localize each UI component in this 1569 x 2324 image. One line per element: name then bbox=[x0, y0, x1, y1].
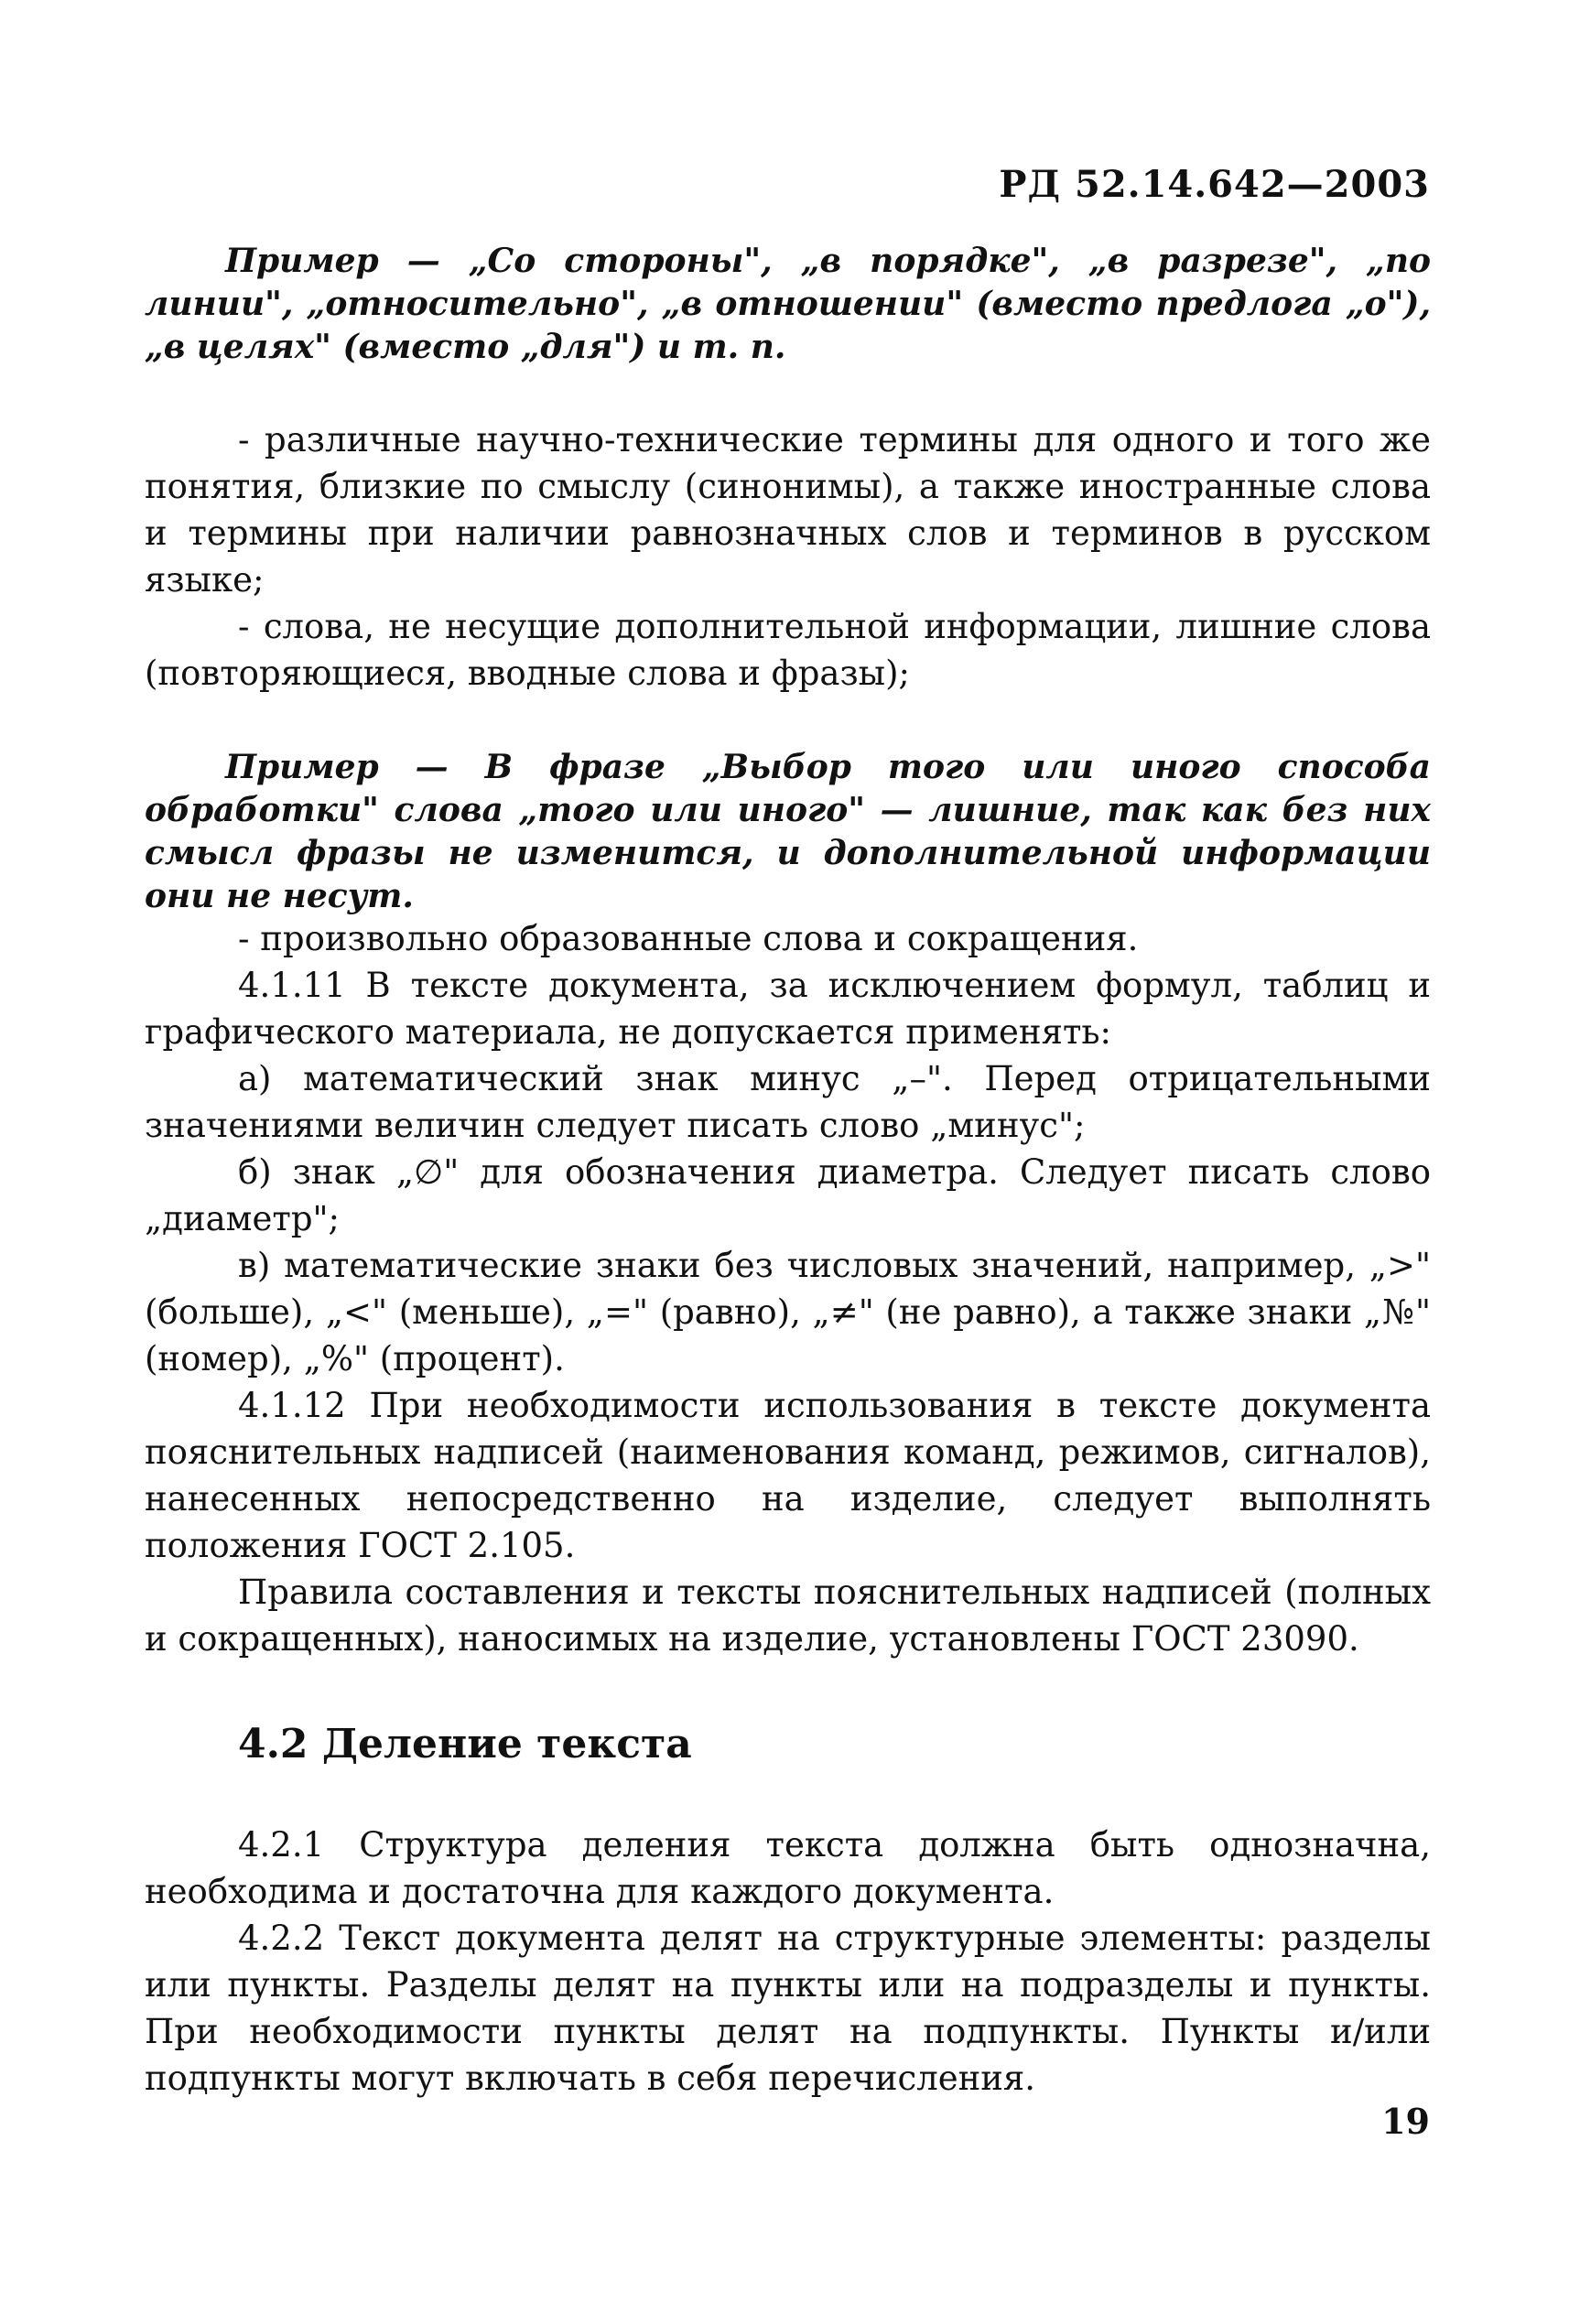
section-4-2-body bbox=[145, 1821, 1431, 2102]
list-item-a: а) математический знак минус „–". Перед отрицательными значениями величин следует писать слово „минус"; bbox=[145, 1059, 1431, 1145]
clause-4-2-2: 4.2.2 Текст документа делят на структурные элементы: разделы или пункты. Разделы делят на пункты или на подразделы и пункты. При необходимости пункты делят на подпункты. Пункты и/или подпункты могут включать в себя перечисления. bbox=[145, 1919, 1431, 2098]
list-item-c: в) математические знаки без числовых значений, например, „>" (больше), „<" (меньше), „=" (равно), „≠" (не равно), а также знаки „№" (номер), „%" (процент). bbox=[145, 1246, 1431, 1378]
clause-4-1-11-block bbox=[145, 915, 1431, 1662]
list-item-b: б) знак „∅" для обозначения диаметра. Следует писать слово „диаметр"; bbox=[145, 1152, 1431, 1238]
clause-4-1-11: 4.1.11 В тексте документа, за исключением формул, таблиц и графического материала, не допускается применять: bbox=[145, 966, 1431, 1052]
document-number: РД 52.14.642—2003 bbox=[999, 163, 1430, 206]
example-note: Пример — „Со стороны", „в порядке", „в разрезе", „по линии", „относительно", „в отношении" (вместо предлога „о"), „в целях" (вместо „для") и т. п. bbox=[145, 242, 1431, 366]
list-item: - произвольно образованные слова и сокращения. bbox=[238, 919, 1139, 958]
list-item: - слова, не несущие дополнительной информации, лишние слова (повторяющиеся, вводные слова и фразы); bbox=[145, 607, 1431, 693]
section-heading: 4.2 Деление текста bbox=[238, 1721, 692, 1767]
page-number: 19 bbox=[1381, 2101, 1430, 2142]
body-paragraph: Правила составления и тексты пояснительных надписей (полных и сокращенных), наносимых на изделие, установлены ГОСТ 23090. bbox=[145, 1573, 1431, 1659]
prohibited-list bbox=[145, 416, 1431, 697]
clause-4-1-12: 4.1.12 При необходимости использования в тексте документа пояснительных надписей (наименования команд, режимов, сигналов), нанесенных непосредственно на изделие, следует выполнять положения ГОСТ 2.105. bbox=[145, 1386, 1431, 1565]
list-item: - различные научно-технические термины для одного и того же понятия, близкие по смыслу (синонимы), а также иностранные слова и термины при наличии равнозначных слов и терминов в русском языке; bbox=[145, 420, 1431, 600]
example-note: Пример — В фразе „Выбор того или иного способа обработки" слова „того или иного" — лишние, так как без них смысл фразы не изменится, и дополнительной информации они не несут. bbox=[145, 748, 1431, 915]
clause-4-2-1: 4.2.1 Структура деления текста должна быть однозначна, необходима и достаточна для каждого документа. bbox=[145, 1825, 1431, 1911]
